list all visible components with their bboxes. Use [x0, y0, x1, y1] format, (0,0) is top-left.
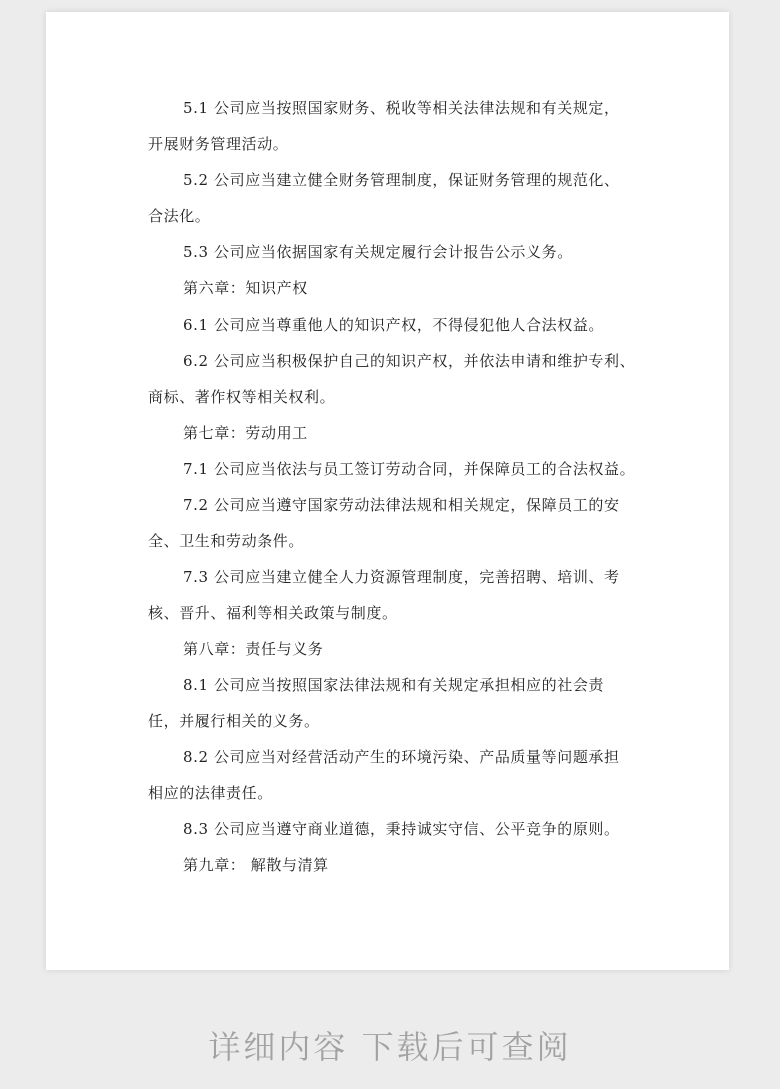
clause-8-1-continued: 任，并履行相关的义务。	[148, 712, 320, 730]
clause-5-2: 5.2 公司应当建立健全财务管理制度，保证财务管理的规范化、	[183, 171, 620, 189]
clause-5-3: 5.3 公司应当依据国家有关规定履行会计报告公示义务。	[183, 243, 573, 261]
chapter-7-heading: 第七章：劳动用工	[183, 424, 308, 442]
clause-5-1: 5.1 公司应当按照国家财务、税收等相关法律法规和有关规定，	[183, 99, 620, 117]
clause-7-3-continued: 核、晋升、福利等相关政策与制度。	[148, 604, 398, 622]
chapter-8-heading: 第八章：责任与义务	[183, 640, 324, 658]
chapter-6-heading: 第六章：知识产权	[183, 279, 308, 297]
clause-5-1-continued: 开展财务管理活动。	[148, 135, 289, 153]
document-page	[46, 12, 729, 970]
clause-8-2: 8.2 公司应当对经营活动产生的环境污染、产品质量等问题承担	[183, 748, 620, 766]
clause-7-1: 7.1 公司应当依法与员工签订劳动合同，并保障员工的合法权益。	[183, 460, 636, 478]
clause-7-3: 7.3 公司应当建立健全人力资源管理制度，完善招聘、培训、考	[183, 568, 620, 586]
clause-6-2-continued: 商标、著作权等相关权利。	[148, 388, 336, 406]
chapter-9-heading: 第九章： 解散与清算	[183, 856, 329, 874]
clause-7-2-continued: 全、卫生和劳动条件。	[148, 532, 305, 550]
clause-8-2-continued: 相应的法律责任。	[148, 784, 273, 802]
clause-6-1: 6.1 公司应当尊重他人的知识产权，不得侵犯他人合法权益。	[183, 316, 605, 334]
clause-7-2: 7.2 公司应当遵守国家劳动法律法规和相关规定，保障员工的安	[183, 496, 620, 514]
clause-6-2: 6.2 公司应当积极保护自己的知识产权，并依法申请和维护专利、	[183, 352, 636, 370]
clause-8-1: 8.1 公司应当按照国家法律法规和有关规定承担相应的社会责	[183, 676, 605, 694]
clause-5-2-continued: 合法化。	[148, 207, 211, 225]
download-prompt: 详细内容 下载后可查阅	[208, 1028, 572, 1066]
clause-8-3: 8.3 公司应当遵守商业道德，秉持诚实守信、公平竞争的原则。	[183, 820, 620, 838]
